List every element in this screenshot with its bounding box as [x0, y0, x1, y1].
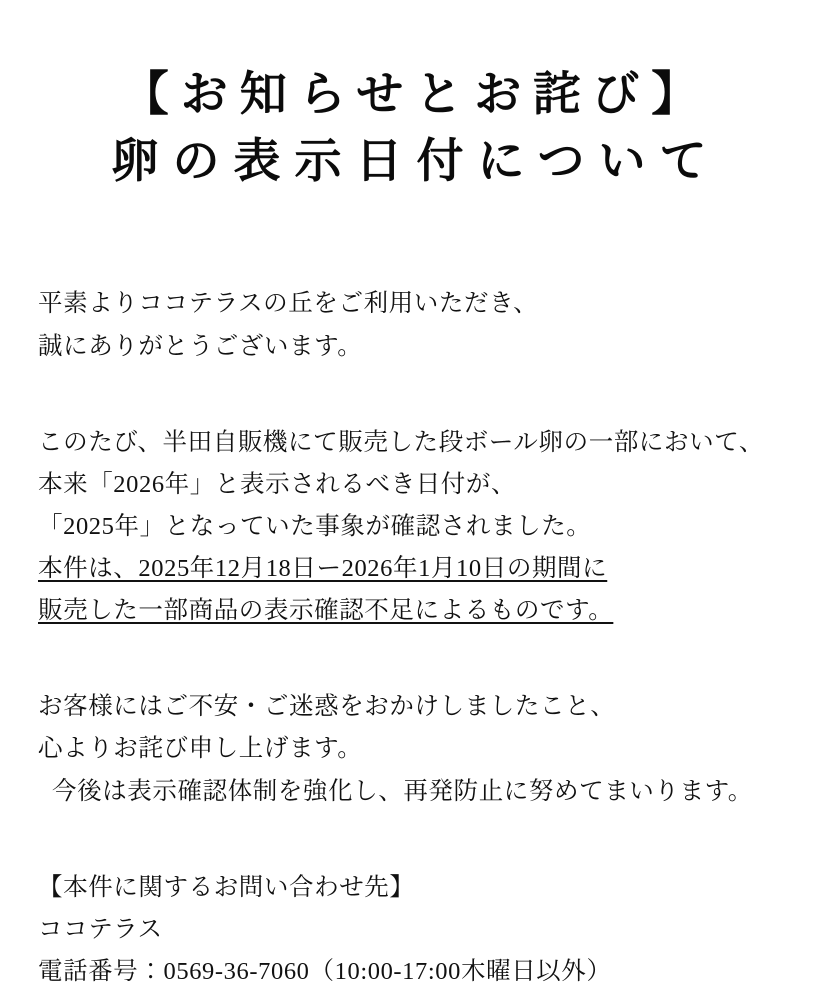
contact-organization: ココテラス	[38, 915, 163, 943]
text-line: 今後は表示確認体制を強化し、再発防止に努めてまいります。	[52, 777, 753, 805]
notice-body	[38, 283, 794, 993]
text-line: 本来「2026年」と表示されるべき日付が、	[38, 470, 517, 498]
text-line-underlined: 本件は、2025年12月18日ー2026年1月10日の期間に	[38, 555, 608, 583]
paragraph-contact	[38, 867, 794, 993]
text-line: 心よりお詫び申し上げます。	[38, 735, 363, 763]
contact-heading: 【本件に関するお問い合わせ先】	[38, 873, 415, 901]
page-title	[38, 0, 794, 195]
text-line: 「2025年」となっていた事象が確認されました。	[38, 512, 592, 540]
spacer	[38, 841, 794, 867]
text-line: お客様にはご不安・ご迷惑をおかけしましたこと、	[38, 693, 616, 721]
text-line: 誠にありがとうございます。	[38, 332, 363, 360]
text-line: 平素よりココテラスの丘をご利用いただき、	[38, 290, 539, 318]
title-line-1: 【お知らせとお詫び】	[121, 69, 711, 121]
paragraph-apology	[38, 686, 794, 812]
spacer	[38, 660, 794, 686]
paragraph-greeting	[38, 283, 794, 367]
text-line: このたび、半田自販機にて販売した段ボール卵の一部において、	[38, 428, 764, 456]
text-line-underlined: 販売した一部商品の表示確認不足によるものです。	[38, 597, 614, 625]
title-line-2: 卵の表示日付について	[111, 135, 721, 188]
contact-phone: 電話番号：0569-36-7060（10:00-17:00木曜日以外）	[38, 957, 612, 985]
paragraph-incident	[38, 422, 794, 633]
spacer	[38, 396, 794, 422]
